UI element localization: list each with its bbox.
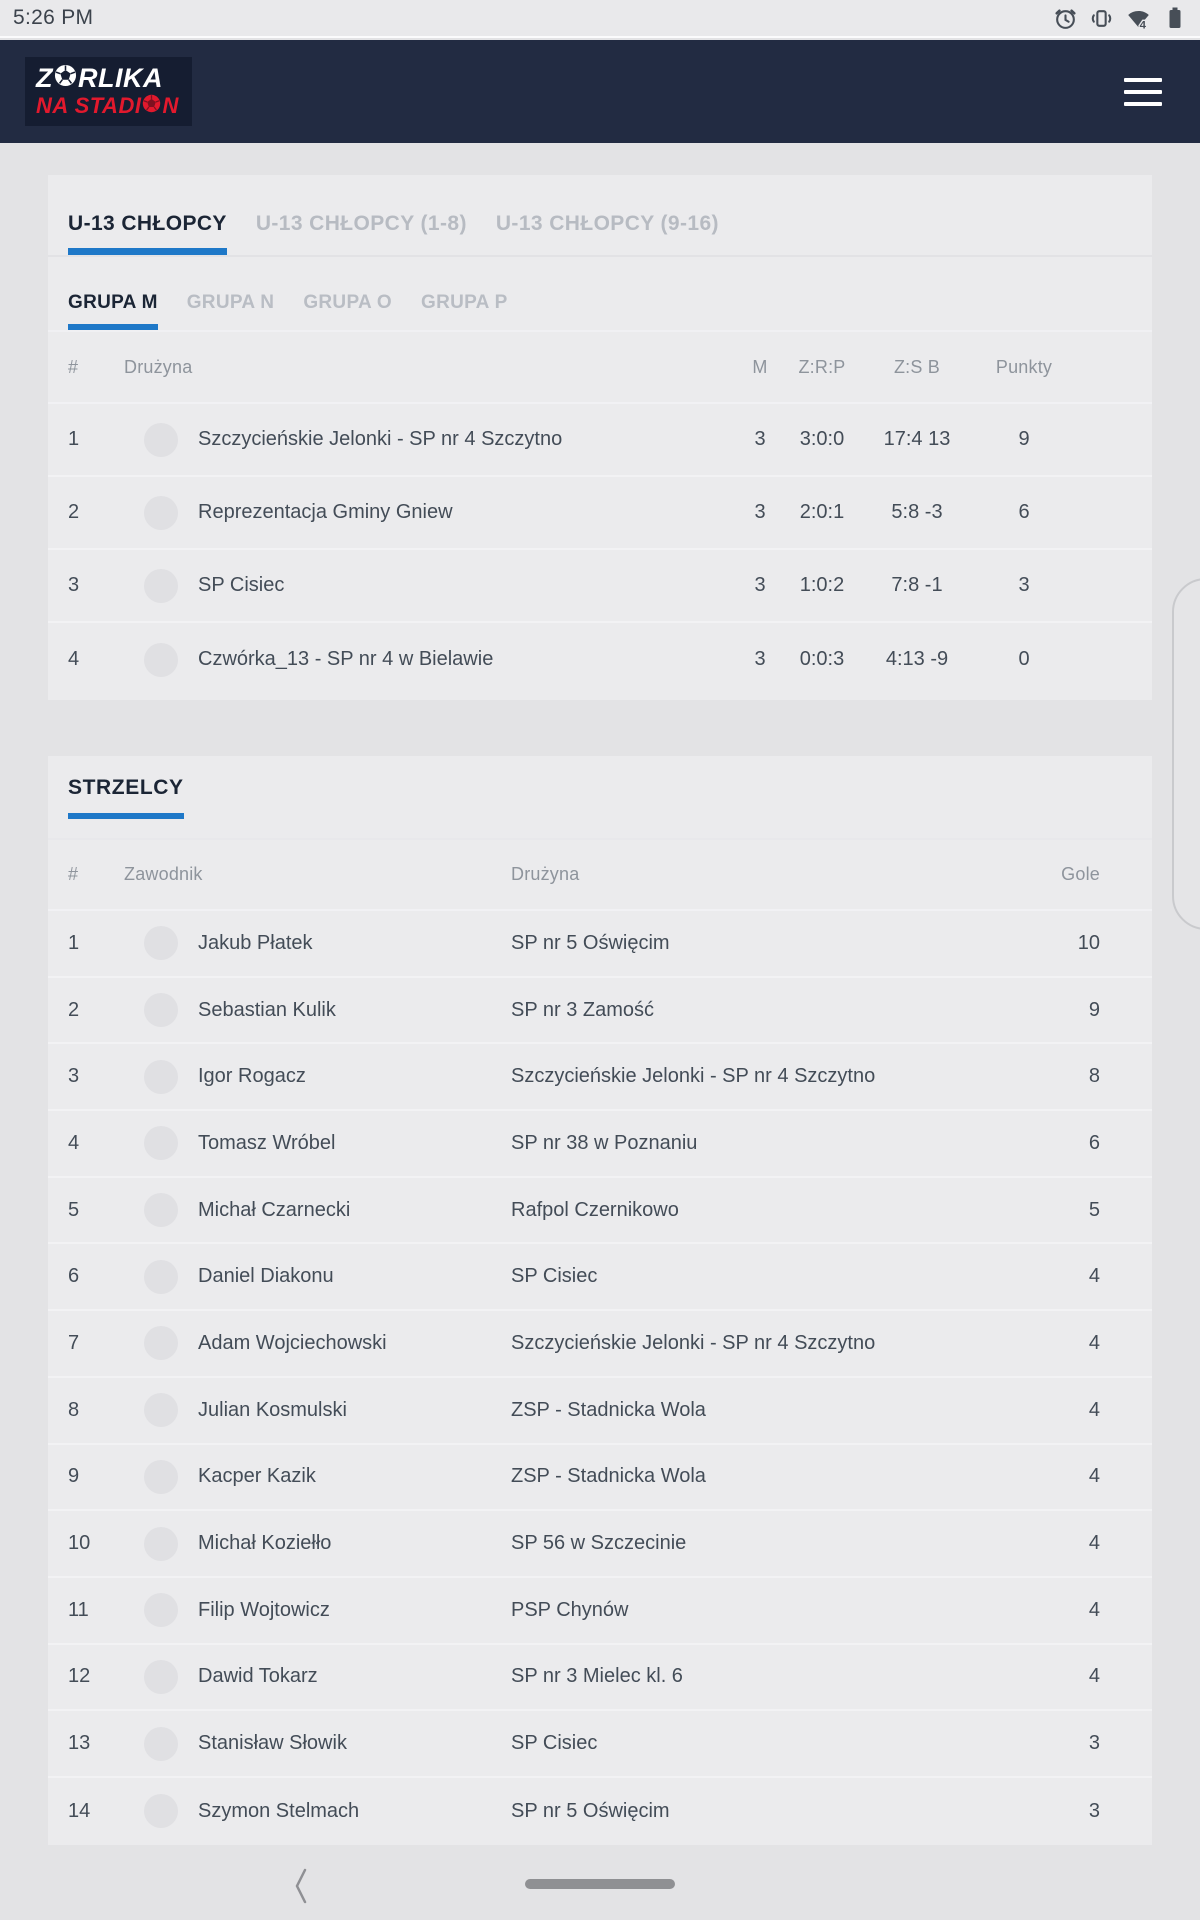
goals-value: 5 xyxy=(1088,1198,1100,1221)
player-avatar xyxy=(144,1326,178,1360)
goals-value: 4 xyxy=(1088,1465,1100,1488)
wifi-icon xyxy=(1125,5,1152,31)
player-name: Adam Wojciechowski xyxy=(198,1331,387,1354)
list-item[interactable] xyxy=(48,1511,1152,1578)
list-item[interactable] xyxy=(48,911,1152,978)
list-item[interactable] xyxy=(48,1578,1152,1645)
player-avatar xyxy=(144,1060,178,1094)
edge-panel-handle[interactable] xyxy=(1172,578,1200,930)
row-pos: 7 xyxy=(68,1331,80,1354)
player-team: Szczycieńskie Jelonki - SP nr 4 Szczytno xyxy=(511,1065,876,1088)
wdl-value: 2:0:1 xyxy=(799,501,845,523)
status-icons xyxy=(1053,5,1187,31)
row-pos: 12 xyxy=(68,1665,91,1688)
list-item[interactable] xyxy=(48,1111,1152,1178)
goals-balance-value: 17:4 13 xyxy=(883,428,951,450)
category-tabs xyxy=(48,175,1152,257)
player-name: Igor Rogacz xyxy=(198,1065,306,1088)
logo-text: Z xyxy=(36,63,53,94)
scorers-card xyxy=(48,756,1152,1845)
row-pos: 1 xyxy=(68,931,80,954)
group-tabs xyxy=(48,257,1152,332)
team-logo-placeholder xyxy=(144,643,178,677)
status-time: 5:26 PM xyxy=(13,6,94,29)
col-wdl: Z:R:P xyxy=(798,356,846,377)
list-item[interactable] xyxy=(48,1044,1152,1111)
col-matches: M xyxy=(752,356,768,377)
player-name: Daniel Diakonu xyxy=(198,1265,334,1288)
player-avatar xyxy=(144,1527,178,1561)
status-bar xyxy=(0,0,1200,38)
row-pos: 13 xyxy=(68,1732,91,1755)
player-team: SP nr 5 Oświęcim xyxy=(511,931,670,954)
row-pos: 1 xyxy=(68,428,80,450)
list-item[interactable] xyxy=(48,1778,1152,1845)
team-logo-placeholder xyxy=(144,569,178,603)
player-avatar xyxy=(144,1260,178,1294)
player-name: Tomasz Wróbel xyxy=(198,1131,336,1154)
list-item[interactable] xyxy=(48,978,1152,1045)
player-name: Jakub Płatek xyxy=(198,931,313,954)
back-chevron-icon[interactable] xyxy=(290,1864,312,1913)
row-pos: 8 xyxy=(68,1398,80,1421)
tab-grupa-m[interactable]: GRUPA M xyxy=(68,292,158,330)
row-pos: 4 xyxy=(68,648,80,670)
player-avatar xyxy=(144,993,178,1027)
goals-value: 3 xyxy=(1088,1799,1100,1822)
row-pos: 14 xyxy=(68,1799,91,1822)
col-pos: # xyxy=(68,356,79,377)
player-name: Julian Kosmulski xyxy=(198,1398,347,1421)
wdl-value: 0:0:3 xyxy=(799,648,845,670)
goals-value: 4 xyxy=(1088,1398,1100,1421)
row-pos: 10 xyxy=(68,1532,91,1555)
player-team: ZSP - Stadnicka Wola xyxy=(511,1398,706,1421)
wdl-value: 1:0:2 xyxy=(799,574,845,596)
app-header xyxy=(0,40,1200,143)
player-avatar xyxy=(144,1794,178,1828)
row-pos: 2 xyxy=(68,998,80,1021)
row-pos: 11 xyxy=(68,1598,89,1621)
col-player: Zawodnik xyxy=(124,864,203,884)
list-item[interactable] xyxy=(48,1445,1152,1512)
logo-text: RLIKA xyxy=(78,63,163,94)
standings-card xyxy=(48,175,1152,700)
matches-value: 3 xyxy=(754,428,766,450)
team-name: Szczycieńskie Jelonki - SP nr 4 Szczytno xyxy=(198,428,563,450)
logo-text: N xyxy=(162,92,179,118)
player-team: SP nr 3 Mielec kl. 6 xyxy=(511,1665,683,1688)
standings-header-row xyxy=(48,332,1152,404)
player-team: SP nr 5 Oświęcim xyxy=(511,1799,670,1822)
tab-grupa-o[interactable]: GRUPA O xyxy=(303,292,392,313)
list-item[interactable] xyxy=(48,1311,1152,1378)
player-avatar xyxy=(144,1126,178,1160)
svg-text:4: 4 xyxy=(1139,19,1146,31)
player-avatar xyxy=(144,1593,178,1627)
goals-value: 4 xyxy=(1088,1331,1100,1354)
logo-line-1 xyxy=(36,64,163,92)
points-value: 9 xyxy=(1018,428,1030,450)
goals-value: 10 xyxy=(1077,931,1100,954)
logo-line-2 xyxy=(36,94,179,117)
goals-value: 8 xyxy=(1088,1065,1100,1088)
goals-value: 9 xyxy=(1088,998,1100,1021)
goals-value: 6 xyxy=(1088,1131,1100,1154)
table-row[interactable] xyxy=(48,623,1152,696)
vibrate-icon xyxy=(1089,6,1114,31)
row-pos: 5 xyxy=(68,1198,80,1221)
table-row[interactable] xyxy=(48,550,1152,623)
col-goals-balance: Z:S B xyxy=(893,356,940,377)
scorers-header-row xyxy=(48,840,1152,911)
player-name: Michał Czarnecki xyxy=(198,1198,351,1221)
team-name: Czwórka_13 - SP nr 4 w Bielawie xyxy=(198,648,494,670)
goals-balance-value: 7:8 -1 xyxy=(891,574,943,596)
list-item[interactable] xyxy=(48,1711,1152,1778)
player-team: SP nr 3 Zamość xyxy=(511,998,655,1021)
player-avatar xyxy=(144,1727,178,1761)
row-pos: 9 xyxy=(68,1465,80,1488)
player-name: Filip Wojtowicz xyxy=(198,1598,330,1621)
player-avatar xyxy=(144,1193,178,1227)
player-team: SP nr 38 w Poznaniu xyxy=(511,1131,698,1154)
player-team: Szczycieńskie Jelonki - SP nr 4 Szczytno xyxy=(511,1331,876,1354)
team-logo-placeholder xyxy=(144,423,178,457)
horizontal-scrollbar[interactable] xyxy=(525,1879,675,1889)
player-team: SP Cisiec xyxy=(511,1265,598,1288)
row-pos: 6 xyxy=(68,1265,80,1288)
matches-value: 3 xyxy=(754,648,766,670)
scorers-title-row xyxy=(48,756,1152,840)
player-avatar xyxy=(144,1460,178,1494)
logo-text: NA STADI xyxy=(36,92,142,118)
player-name: Michał Koziełło xyxy=(198,1532,332,1555)
goals-value: 4 xyxy=(1088,1265,1100,1288)
app-logo[interactable] xyxy=(25,57,192,125)
player-name: Sebastian Kulik xyxy=(198,998,336,1021)
player-team: ZSP - Stadnicka Wola xyxy=(511,1465,706,1488)
tab-grupa-p[interactable]: GRUPA P xyxy=(421,292,508,313)
goals-value: 4 xyxy=(1088,1665,1100,1688)
menu-hamburger-icon[interactable] xyxy=(1124,78,1162,106)
tab-u13-chlopcy-1-8[interactable]: U-13 CHŁOPCY (1-8) xyxy=(255,212,467,235)
list-item[interactable] xyxy=(48,1244,1152,1311)
player-team: Rafpol Czernikowo xyxy=(511,1198,679,1221)
row-pos: 3 xyxy=(68,574,80,596)
player-avatar xyxy=(144,926,178,960)
list-item[interactable] xyxy=(48,1178,1152,1245)
col-pos: # xyxy=(68,864,79,884)
soccer-ball-icon xyxy=(53,64,78,92)
player-name: Szymon Stelmach xyxy=(198,1799,360,1822)
player-team: SP 56 w Szczecinie xyxy=(511,1532,687,1555)
goals-value: 4 xyxy=(1088,1532,1100,1555)
scorers-title: STRZELCY xyxy=(68,776,184,819)
player-avatar xyxy=(144,1660,178,1694)
list-item[interactable] xyxy=(48,1378,1152,1445)
player-name: Stanisław Słowik xyxy=(198,1732,347,1755)
battery-icon xyxy=(1163,5,1187,31)
table-row[interactable] xyxy=(48,477,1152,550)
table-row[interactable] xyxy=(48,404,1152,477)
points-value: 3 xyxy=(1018,574,1030,596)
player-name: Dawid Tokarz xyxy=(198,1665,318,1688)
points-value: 0 xyxy=(1018,648,1030,670)
matches-value: 3 xyxy=(754,574,766,596)
col-team: Drużyna xyxy=(124,356,193,377)
row-pos: 3 xyxy=(68,1065,80,1088)
goals-balance-value: 4:13 -9 xyxy=(885,648,949,670)
tab-grupa-n[interactable]: GRUPA N xyxy=(186,292,275,313)
team-name: Reprezentacja Gminy Gniew xyxy=(198,501,453,523)
player-team: SP Cisiec xyxy=(511,1732,598,1755)
wdl-value: 3:0:0 xyxy=(799,428,845,450)
tab-u13-chlopcy-9-16[interactable]: U-13 CHŁOPCY (9-16) xyxy=(495,212,719,235)
matches-value: 3 xyxy=(754,501,766,523)
player-avatar xyxy=(144,1393,178,1427)
team-name: SP Cisiec xyxy=(198,574,285,596)
row-pos: 4 xyxy=(68,1131,80,1154)
points-value: 6 xyxy=(1018,501,1030,523)
team-logo-placeholder xyxy=(144,496,178,530)
col-points: Punkty xyxy=(995,356,1053,377)
goals-balance-value: 5:8 -3 xyxy=(891,501,943,523)
alarm-icon xyxy=(1053,6,1078,31)
goals-value: 3 xyxy=(1088,1732,1100,1755)
goals-value: 4 xyxy=(1088,1598,1100,1621)
row-pos: 2 xyxy=(68,501,80,523)
list-item[interactable] xyxy=(48,1645,1152,1712)
player-name: Kacper Kazik xyxy=(198,1465,316,1488)
col-team: Drużyna xyxy=(511,864,580,884)
player-team: PSP Chynów xyxy=(511,1598,629,1621)
soccer-ball-icon-red xyxy=(141,94,162,117)
col-goals: Gole xyxy=(1061,864,1100,884)
tab-u13-chlopcy[interactable]: U-13 CHŁOPCY xyxy=(68,212,227,255)
